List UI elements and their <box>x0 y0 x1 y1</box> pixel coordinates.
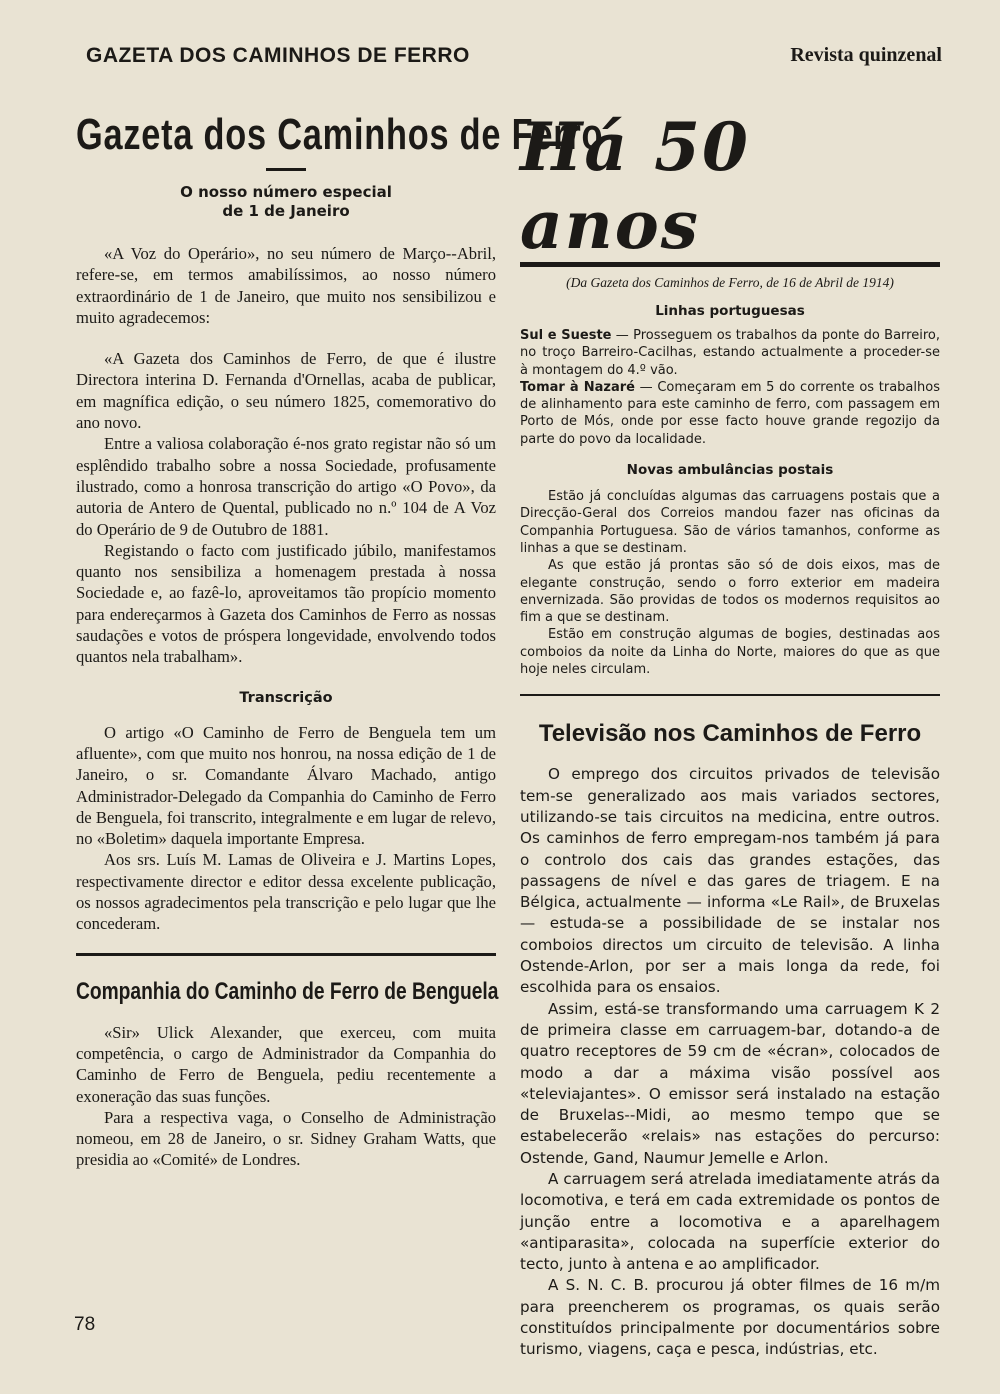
paragraph: Entre a valiosa colaboração é-nos grato registar não só um esplêndido trabalho sobre a nossa Sociedade, profusamente ilustrado, como a honrosa transcrição do artigo «O Povo», da autoria de Antero de Quental, publicado no n.º 104 de A Voz do Operário de 9 de Outubro de 1881. <box>76 434 496 539</box>
paragraph: Aos srs. Luís M. Lamas de Oliveira e J. Martins Lopes, respectivamente director e editor dessa excelente publicação, os nossos agradecimentos pela transcrição e pelo lugar que lhe concederam. <box>76 850 496 934</box>
televisao-title: Televisão nos Caminhos de Ferro <box>538 720 922 748</box>
news-block: Sul e Sueste — Prosseguem os trabalhos da ponte do Barreiro, no troço Barreiro-Cacilhas, estando actualmente a proceder-se à montagem do 4.º vão. Tomar à Nazaré — Começaram em 5 do corrente os trabalhos de alinhamento para este caminho de ferro, com passagem em Porto de Mós, onde por esse facto houve grande regozijo da parte do povo da localidade. <box>520 328 940 447</box>
gazeta-title: Gazeta dos Caminhos de Ferro <box>76 110 604 159</box>
short-rule <box>266 168 306 171</box>
ha-50-anos-title: Há 50 anos <box>520 108 750 264</box>
special-issue-subhead: O nosso número especial de 1 de Janeiro <box>180 183 392 220</box>
paragraph: «A Voz do Operário», no seu número de Março--Abril, refere-se, em termos amabilíssimos, ao nosso número extraordinário de 1 de Janeiro, que muito nos sensibilizou e muito agradecemos: <box>76 244 496 327</box>
paragraph: Registando o facto com justificado júbilo, manifestamos quanto nos sensibiliza a homenagem prestada à nossa Sociedade e, ao fazê-lo, aproveitamos tão propício momento para endereçarmos à Gazeta dos Caminhos de Ferro as nossas saudações e votos de próspera longevidade, envolvendo todos quantos nela trabalham». <box>76 540 496 667</box>
paragraph: Para a respectiva vaga, o Conselho de Administração nomeou, em 28 de Janeiro, o sr. Sidney Graham Watts, que presidia ao «Comité» de Londres. <box>76 1107 496 1170</box>
paragraph: «Sir» Ulick Alexander, que exerceu, com muita competência, o cargo de Administrador da Companhia do Caminho de Ferro de Benguela, pediu recentemente a exoneração das suas funções. <box>76 1022 496 1106</box>
paragraph: O artigo «O Caminho de Ferro de Benguela tem um afluente», com que muito nos honrou, na nossa edição de 1 de Janeiro, o sr. Comandante Álvaro Machado, antigo Administrador-Delegado da Companhia do Caminho de Ferro de Benguela, foi transcrito, integralmente e em lugar de relevo, no «Boletim» daquela importante Empresa. <box>76 722 496 849</box>
televisao-article: O emprego dos circuitos privados de televisão tem-se generalizado aos mais variados sectores, utilizando-se tais circuitos na medicina, entre outros. Os caminhos de ferro empregam-nos também já para o controlo dos cais das grandes estações, das passagens de nível e das gares de triagem. E na Bélgica, actualmente — informa «Le Rail», de Bruxelas — estuda-se a possibilidade de se instalar nos comboios directos um circuito de televisão. A linha Ostende-Arlon, por ser a mais longa da rede, foi escolhida para os ensaios. Assim, está-se transformando uma carruagem K 2 de primeira classe em carruagem-bar, dotando-a de quatro receptores de 59 cm de «écran», colocados de modo a dar a máxima visão possível aos «televiajantes». O emissor será instalado na estação de Bruxelas--Midi, ao mesmo tempo que se estabelecerão «relais» nas estações do percurso: Ostende, Gand, Naumur Jemelle e Arlon. A carruagem será atrelada imediatamente atrás da locomotiva, e terá em cada extremidade os pontos de junção entre a locomotiva e a aparelhagem «antiparasita», colocada na superfície exterior do tecto, junto à antena e ao amplificador. A S. N. C. B. procurou já obter filmes de 16 m/m para preencherem os programas, os quais serão constituídos principalmente por documentários sobre turismo, viagens, caça e pesca, indústrias, etc. <box>520 765 940 1359</box>
publication-header: GAZETA DOS CAMINHOS DE FERRO <box>86 44 470 67</box>
transcricao-heading: Transcrição <box>239 689 333 706</box>
ambulancias-heading: Novas ambulâncias postais <box>626 462 834 479</box>
right-column <box>520 108 940 1361</box>
publication-subtitle: Revista quinzenal <box>790 44 942 66</box>
quote-paragraph: «A Gazeta dos Caminhos de Ferro, de que é ilustre Directora interina D. Fernanda d'Ornellas, acaba de publicar, em magnífica edição, o seu número 1825, comemorativo do ano novo. <box>76 349 496 433</box>
tomar-label: Tomar à Nazaré <box>520 379 635 395</box>
source-line: (Da Gazeta dos Caminhos de Ferro, de 16 de Abril de 1914) <box>566 275 894 290</box>
linhas-heading: Linhas portuguesas <box>655 303 805 319</box>
ambulancias-block: Estão já concluídas algumas das carruagens postais que a Direcção-Geral dos Correios mandou fazer nas oficinas da Companhia Portuguesa. São de vários tamanhos, conforme as linhas a que se destinam. As que estão já prontas são só de dois eixos, mas de elegante construção, sendo o forro exterior em madeira envernizada. São providas de todos os modernos requisitos ao fim a que se destinam. Estão em construção algumas de bogies, destinadas aos comboios da noite da Linha do Norte, maiores do que as que hoje neles circulam. <box>520 489 940 678</box>
benguela-title: Companhia do Caminho de Ferro de Benguela <box>76 977 499 1005</box>
page-number: 78 <box>74 1314 96 1335</box>
sul-label: Sul e Sueste <box>520 328 612 343</box>
